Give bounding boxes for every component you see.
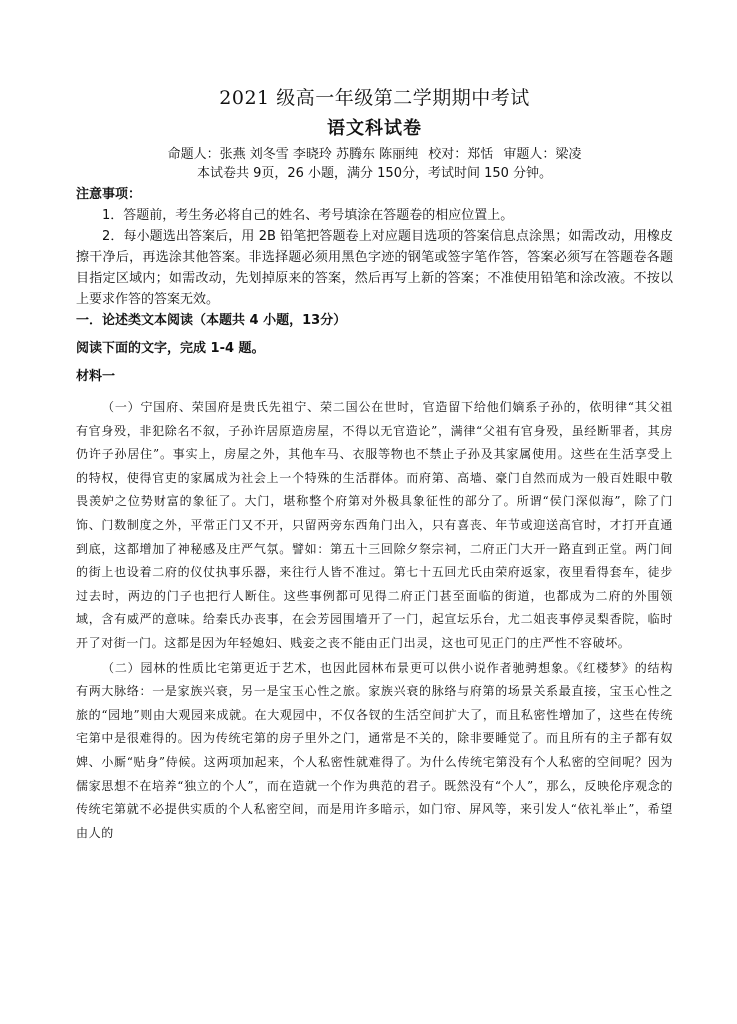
passage-paragraph-1: （一）宁国府、荣国府是贵氏先祖宁、荣二国公在世时，官造留下给他们嫡系子孙的，依明律“其父祖有官身殁，非犯除名不叙，子孙许居原造房屋，不得以无官造论”，满律“父祖有官身殁，虽经断罪者，其房仍许子孙居住”。事实上，房屋之外，其他车马、衣服等物也不禁止子孙及其家属使用。这些在生活享受上的特权，使得官吏的家属成为社会上一个特殊的生活群体。而府第、高墙、豪门自然而成为一般百姓眼中敬畏羡妒之位势财富的象征了。大门，堪称整个府第对外极具象征性的部分了。所谓“侯门深似海”，除了门饰、门数制度之外，平常正门又不开，只留两旁东西角门出入，只有喜丧、年节或迎送高官时，才打开直通到底，这都增加了神秘感及庄严气氛。譬如：第五十三回除夕祭宗祠，二府正门大开一路直到正堂。两门间的街上也设着二府的仪仗执事乐器，来往行人皆不准过。第七十五回尤氏由荣府返家，夜里看得套车，徒步过去时，两边的门子也把行人断住。这些事例都可见得二府正门甚至面临的街道，也都成为二府的外围领域，含有威严的意味。给秦氏办丧事，在会芳园围墙开了一门，起宣坛乐台，尤二姐丧事停灵梨香院，临时开了对街一门。这都是因为年轻媳妇、贱妾之丧不能由正门出灵，这也可见正门的庄严性不容破坏。	[76, 400, 673, 650]
reviewer-text: 审题人：梁凌	[503, 147, 582, 162]
setters-text: 命题人：张燕 刘冬雪 李晓玲 苏腾东 陈丽纯	[167, 147, 419, 162]
notice-heading: 注意事项：	[76, 187, 142, 202]
notice-item-2: 2．每小题选出答案后，用 2B 铅笔把答题卷上对应题目选项的答案信息点涂黑；如需改动，用橡皮擦干净后，再选涂其他答案。非选择题必须用黑色字迹的钢笔或签字笔作答，答案必须写在答题卷各题目指定区域内；如需改动，先划掉原来的答案，然后再写上新的答案；不准使用铅笔和涂改液。不按以上要求作答的答案无效。	[76, 229, 673, 307]
subject-title: 语文科试卷	[327, 118, 422, 139]
exam-info: 本试卷共 9页，26 小题，满分 150分，考试时间 150 分钟。	[196, 166, 553, 181]
reading-instruction: 阅读下面的文字，完成 1-4 题。	[76, 341, 265, 356]
exam-staff-line	[76, 145, 673, 164]
proofreader-text: 校对：郑恬	[428, 147, 494, 162]
material-label: 材料一	[76, 369, 116, 384]
passage-paragraph-2: （二）园林的性质比宅第更近于艺术，也因此园林布景更可以供小说作者驰骋想象。《红楼梦》的结构有两大脉络：一是家族兴衰，另一是宝玉心性之旅。家族兴衰的脉络与府第的场景关系最直接，宝玉心性之旅的“园地”则由大观园来成就。在大观园中，不仅各钗的生活空间扩大了，而且私密性增加了，这些在传统宅第中是很难得的。因为传统宅第的房子里外之门，通常是不关的，除非要睡觉了。而且所有的主子都有奴婢、小厮“贴身”侍候。这两项加起来，个人私密性就难得了。为什么传统宅第没有个人私密的空间呢？因为儒家思想不在培养“独立的个人”，而在造就一个作为典范的君子。既然没有“个人”，那么，反映伦序观念的传统宅第就不必提供实质的个人私密空间，而是用许多暗示，如门帘、屏风等，来引发人“依礼举止”，希望由人的	[76, 660, 673, 840]
notice-item-1: 1．答题前，考生务必将自己的姓名、考号填涂在答题卷的相应位置上。	[102, 208, 514, 223]
section-heading: 一．论述类文本阅读（本题共 4 小题，13分）	[76, 313, 347, 328]
exam-title: 2021 级高一年级第二学期期中考试	[219, 87, 530, 109]
